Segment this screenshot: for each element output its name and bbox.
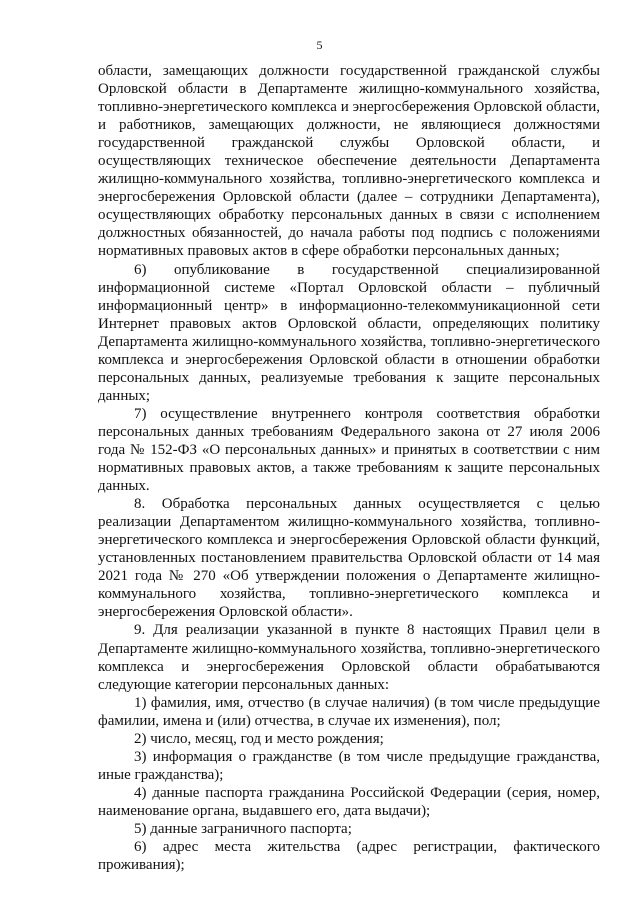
list-item-1: 1) фамилия, имя, отчество (в случае наличия) (в том числе предыдущие фамилии, имена и (или) отчества, в случае их изменения), пол; — [98, 694, 600, 729]
page-number: 5 — [316, 38, 323, 52]
list-item-5: 5) данные заграничного паспорта; — [134, 820, 352, 837]
document-body — [98, 62, 600, 874]
list-item-4: 4) данные паспорта гражданина Российской Федерации (серия, номер, наименование органа, выдавшего его, дата выдачи); — [98, 784, 600, 819]
list-item-2: 2) число, месяц, год и место рождения; — [134, 730, 384, 747]
list-item-6: 6) адрес места жительства (адрес регистрации, фактического проживания); — [98, 839, 600, 874]
paragraph-clause-9: 9. Для реализации указанной в пункте 8 настоящих Правил цели в Департаменте жилищно-коммунального хозяйства, топливно-энергетического комплекса и энергосбережения Орловской области обрабатываются следующие категории персональных данных: — [98, 622, 600, 693]
paragraph-item-7: 7) осуществление внутреннего контроля соответствия обработки персональных данных требованиям Федерального закона от 27 июля 2006 года № 152-ФЗ «О персональных данных» и принятых в соответствии с ним нормативных правовых актов, а также требованиям к защите персональных данных. — [98, 405, 600, 495]
list-item-3: 3) информация о гражданстве (в том числе предыдущие гражданства, иные гражданства); — [98, 748, 600, 783]
paragraph-continuation: области, замещающих должности государственной гражданской службы Орловской области в Департаменте жилищно-коммунального хозяйства, топливно-энергетического комплекса и энергосбережения Орловской области, и работников, замещающих должности, не являющиеся должностями государственной гражданской службы Орловской области, и осуществляющих техническое обеспечение деятельности Департамента жилищно-коммунального хозяйства, топливно-энергетического комплекса и энергосбережения Орловской области (далее – сотрудники Департамента), осуществляющих обработку персональных данных в связи с исполнением должностных обязанностей, до начала работы под подпись с положениями нормативных правовых актов в сфере обработки персональных данных; — [98, 63, 600, 260]
paragraph-clause-8: 8. Обработка персональных данных осуществляется с целью реализации Департаментом жилищно-коммунального хозяйства, топливно-энергетического комплекса и энергосбережения Орловской области функций, установленных постановлением правительства Орловской области от 14 мая 2021 года № 270 «Об утверждении положения о Департаменте жилищно-коммунального хозяйства, топливно-энергетического комплекса и энергосбережения Орловской области». — [98, 496, 600, 621]
paragraph-item-6: 6) опубликование в государственной специализированной информационной системе «Портал Орловской области – публичный информационный центр» в информационно-телекоммуникационной сети Интернет правовых актов Орловской области, определяющих политику Департамента жилищно-коммунального хозяйства, топливно-энергетического комплекса и энергосбережения Орловской области в отношении обработки персональных данных, реализуемые требования к защите персональных данных; — [98, 261, 600, 404]
